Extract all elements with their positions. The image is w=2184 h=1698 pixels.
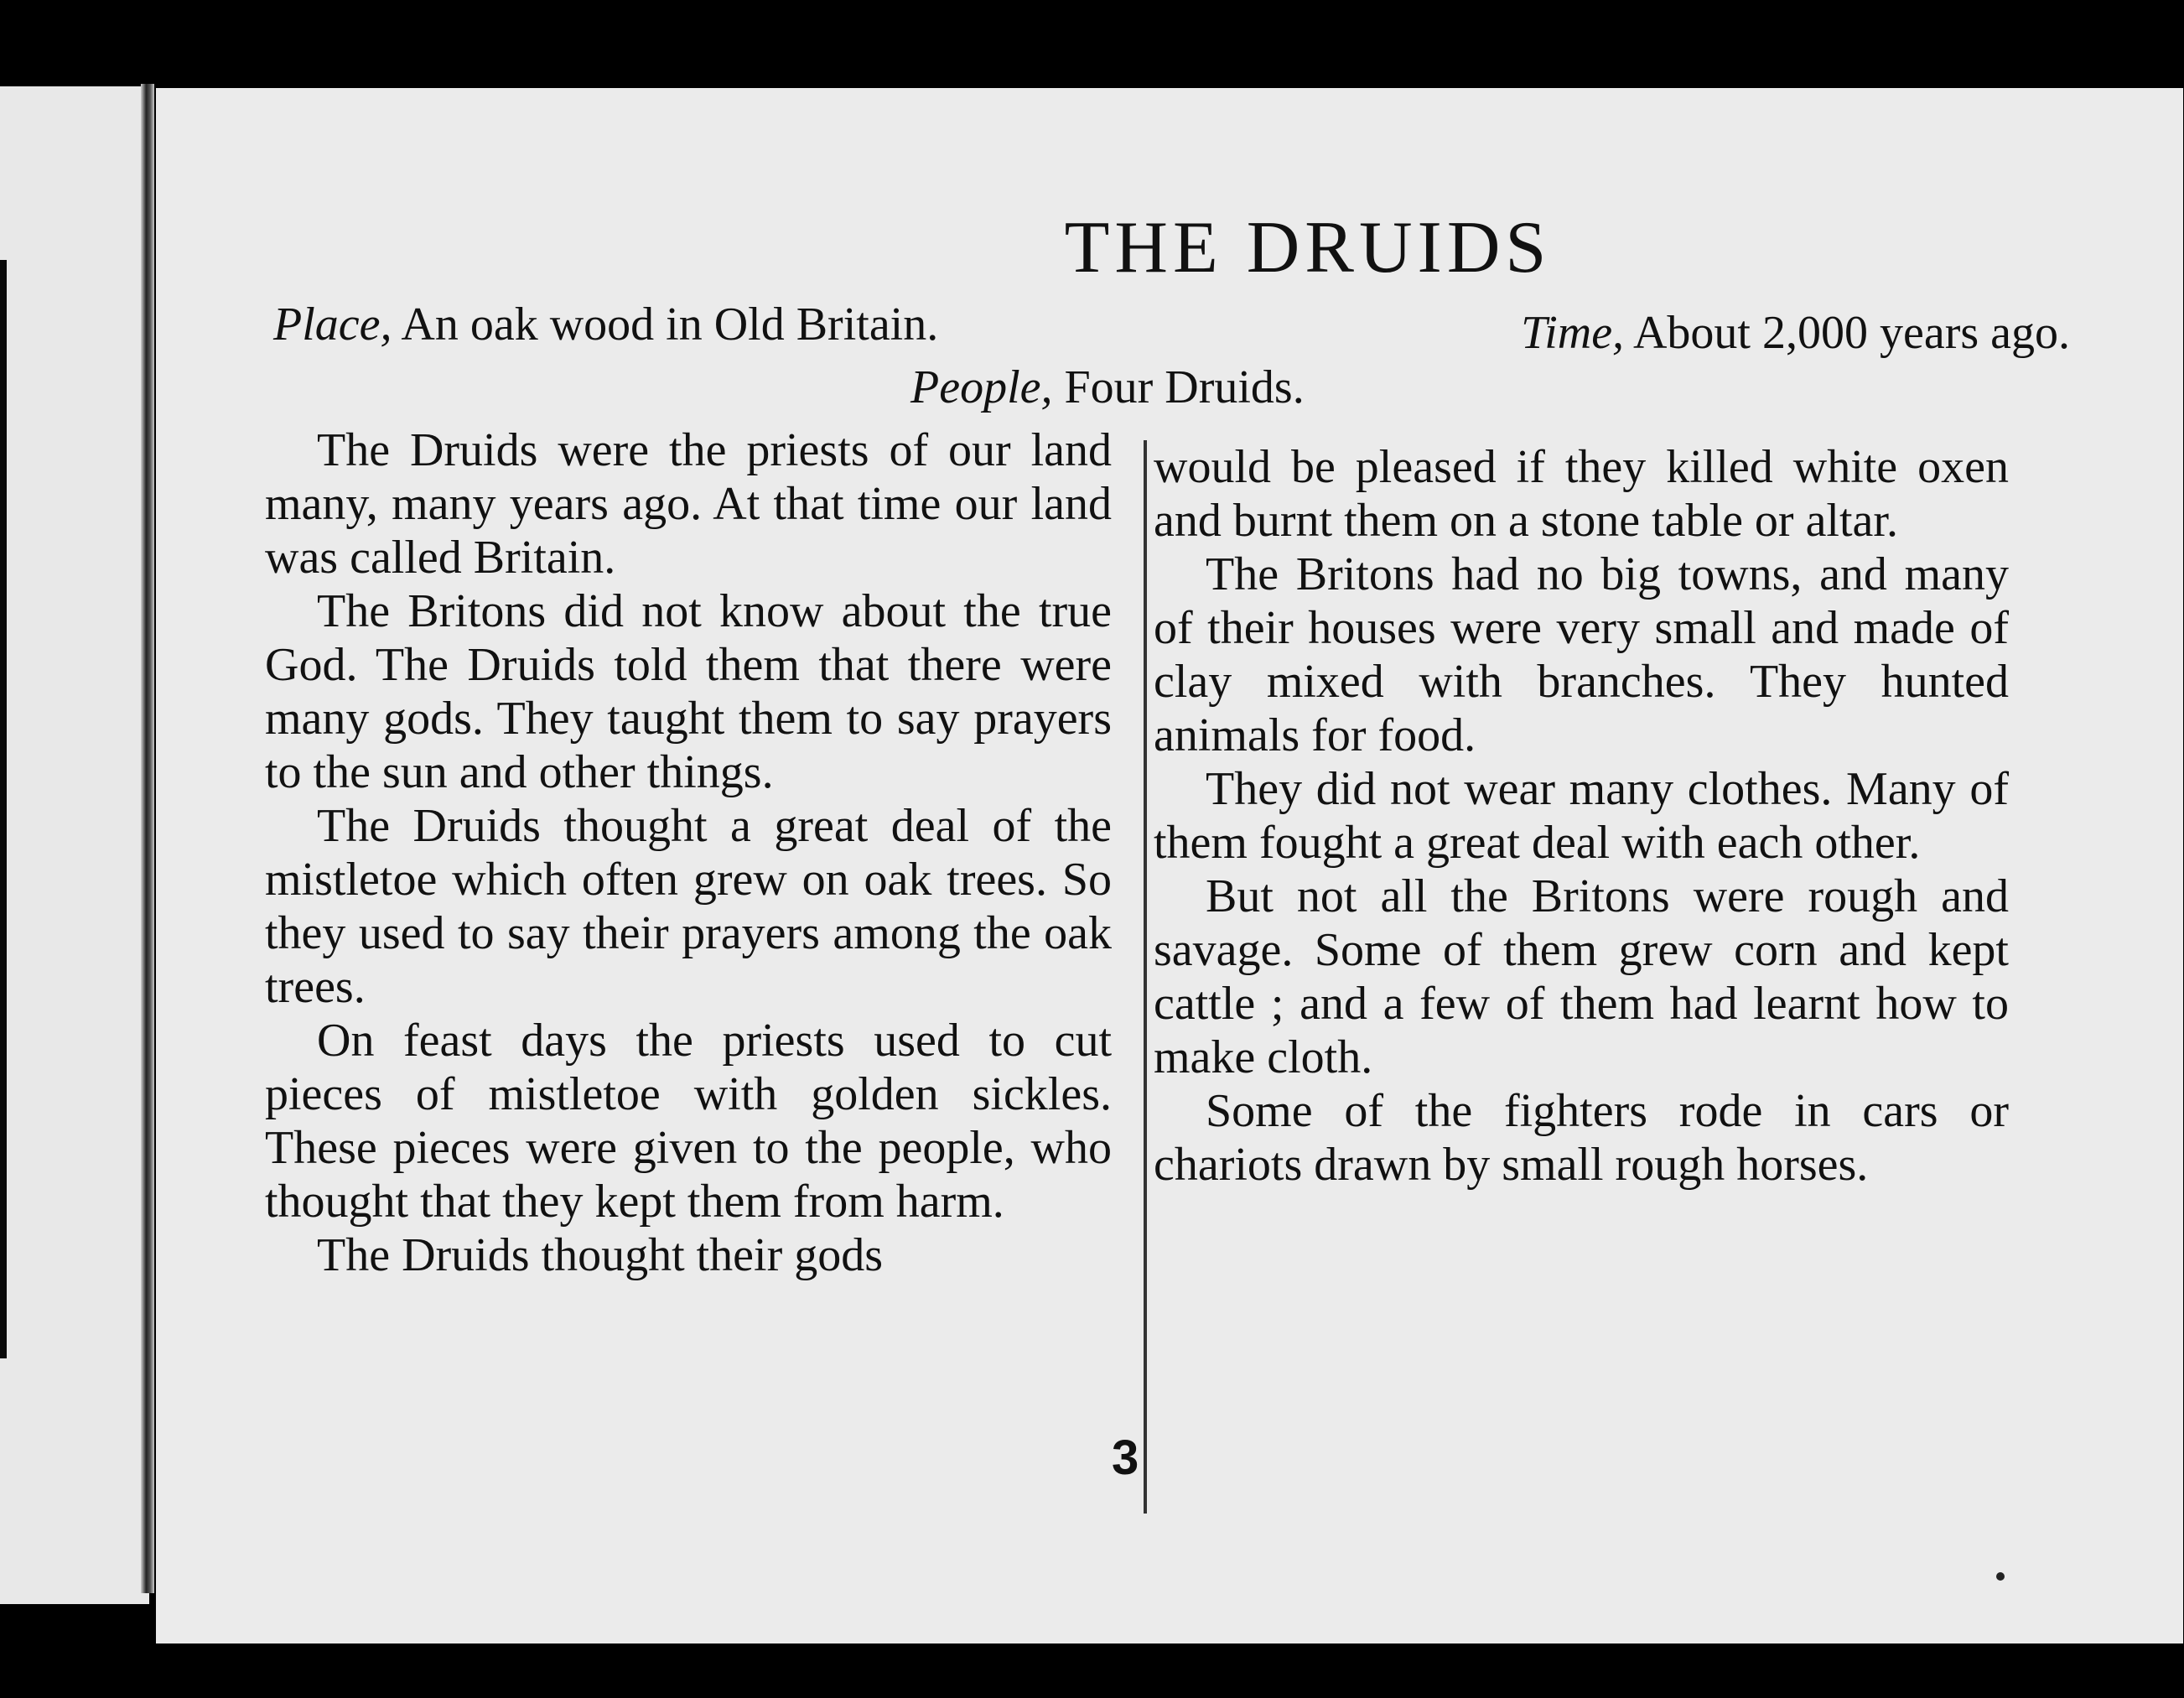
people-label: People, <box>910 361 1053 413</box>
paragraph: The Druids were the priests of our land many, many years ago. At that time our land was called Britain. <box>265 424 1112 584</box>
page-title: THE DRUIDS <box>1064 207 1552 288</box>
column-divider <box>1144 440 1147 1514</box>
meta-place <box>273 298 938 351</box>
book-page <box>156 88 2183 1643</box>
paragraph: The Britons had no big towns, and many of their houses were very small and made of clay mixed with branches. They hunted animals for food. <box>1154 548 2009 761</box>
place-label: Place, <box>273 299 392 351</box>
time-value: About 2,000 years ago. <box>1632 307 2070 359</box>
paragraph: On feast days the priests used to cut pieces of mistletoe with golden sickles. These pieces were given to the people, who thought that they kept them from harm. <box>265 1015 1112 1228</box>
meta-people <box>910 361 1305 414</box>
people-value: Four Druids. <box>1064 361 1305 413</box>
paragraph: But not all the Britons were rough and savage. Some of them grew corn and kept cattle ; and a few of them had learnt how to make cloth. <box>1154 870 2009 1083</box>
paragraph: The Britons did not know about the true God. The Druids told them that there were many gods. They taught them to say prayers to the sun and other things. <box>265 585 1112 798</box>
book-gutter <box>141 84 154 1593</box>
speck <box>1996 1572 2005 1581</box>
paragraph: Some of the fighters rode in cars or chariots drawn by small rough horses. <box>1154 1085 2009 1191</box>
paragraph: would be pleased if they killed white oxen and burnt them on a stone table or altar. <box>1154 441 2009 547</box>
meta-time <box>1521 306 2070 360</box>
right-column <box>1154 440 2009 1192</box>
page-number: 3 <box>1112 1431 1139 1485</box>
time-label: Time, <box>1521 307 1625 359</box>
previous-page-edge <box>0 260 7 1358</box>
paragraph: The Druids thought their gods <box>317 1229 884 1281</box>
paragraph: They did not wear many clothes. Many of them fought a great deal with each other. <box>1154 763 2009 869</box>
place-value: An oak wood in Old Britain. <box>401 299 939 351</box>
left-column <box>265 423 1112 1282</box>
previous-page <box>0 86 149 1604</box>
paragraph: The Druids thought a great deal of the mistletoe which often grew on oak trees. So they used to say their prayers among the oak trees. <box>265 800 1112 1013</box>
